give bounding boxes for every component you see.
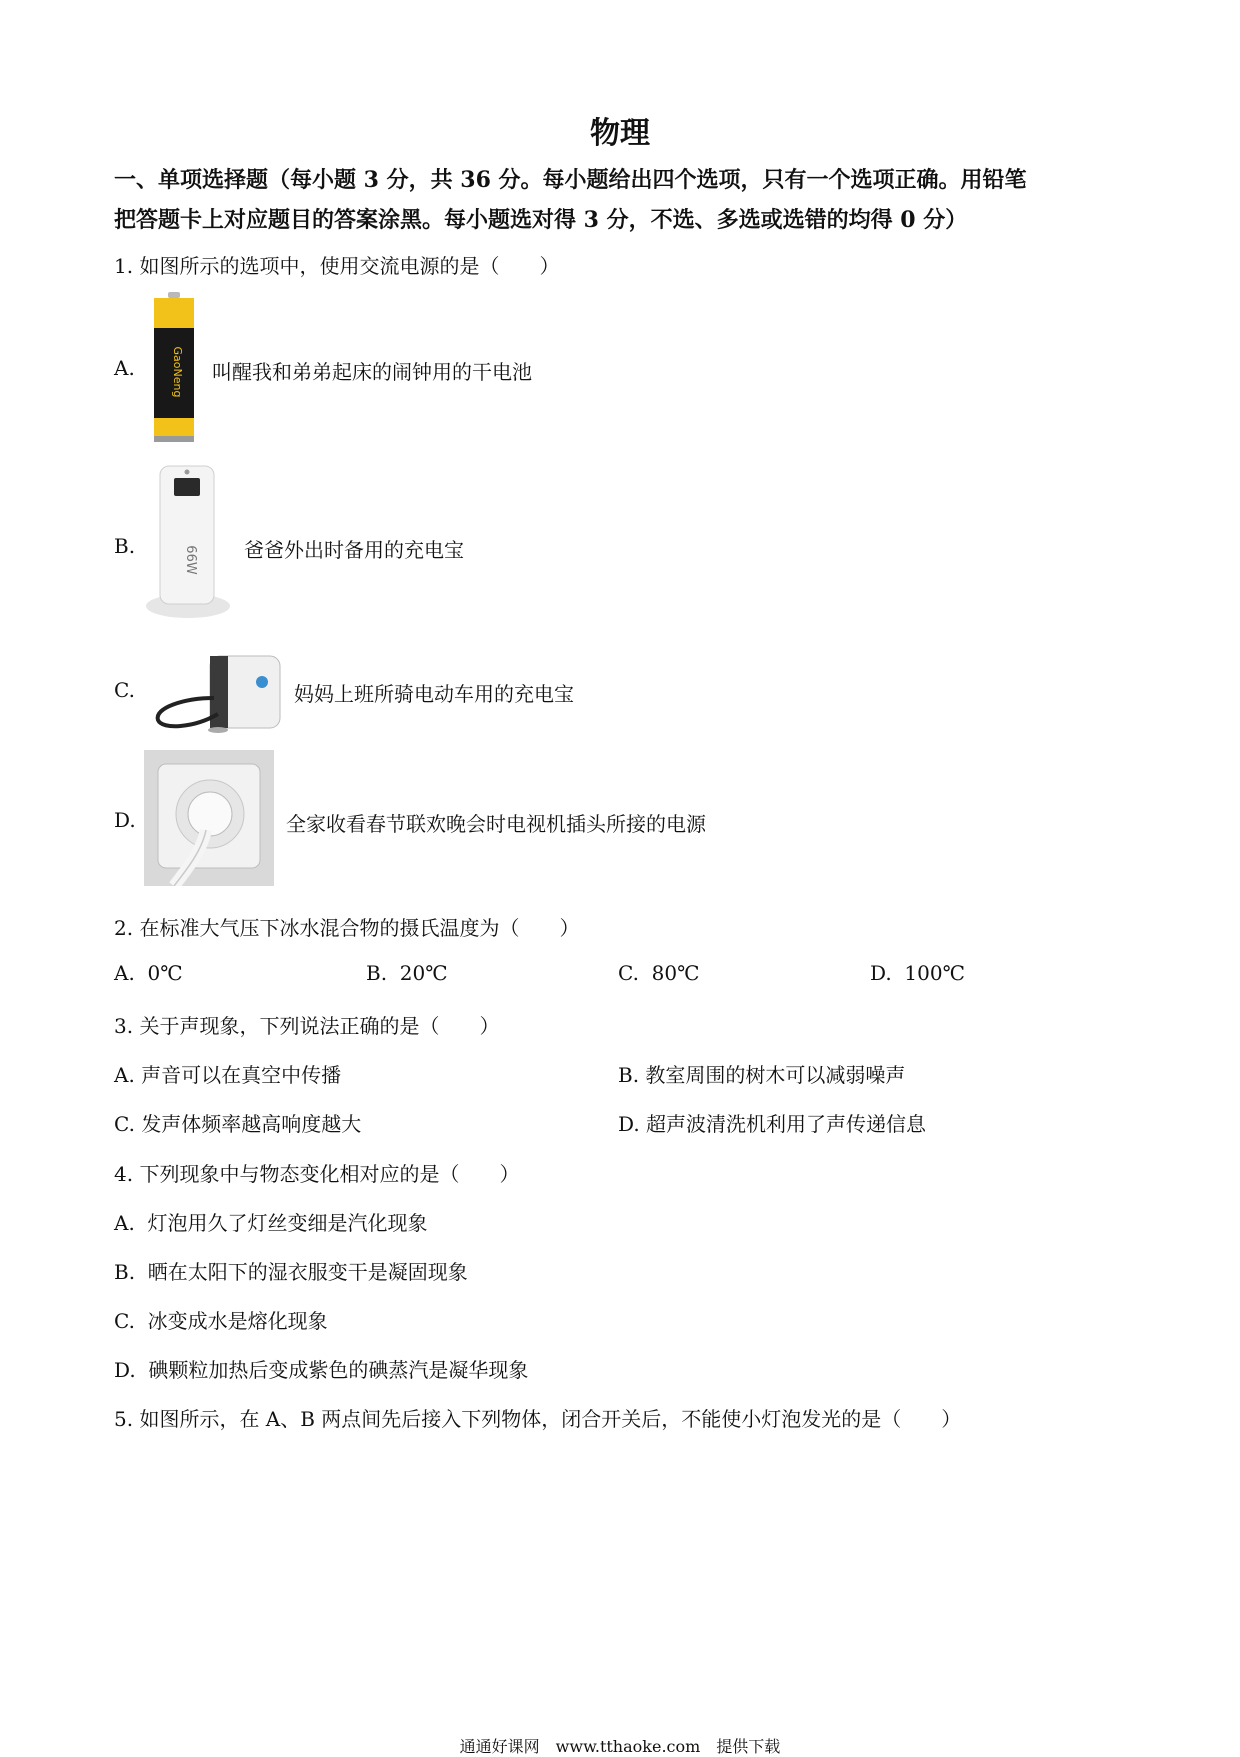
ebike-charger-image [144, 648, 284, 736]
q2-option-b-letter: B. [366, 961, 388, 985]
question-5-stem: 5. 如图所示，在 A、B 两点间先后接入下列物体，闭合开关后，不能使小灯泡发光的是（ ） [114, 1407, 962, 1431]
q4-option-a-text: 灯泡用久了灯丝变细是汽化现象 [147, 1211, 428, 1235]
battery-brand-text: GaoNeng [171, 346, 184, 398]
q1-option-a-letter: A. [114, 356, 135, 380]
q4-option-b-text: 晒在太阳下的湿衣服变干是凝固现象 [147, 1260, 468, 1284]
wall-socket-plug-image [144, 750, 274, 886]
question-2-stem: 2. 在标准大气压下冰水混合物的摄氏温度为（ ） [114, 916, 580, 940]
section-heading-line2: 把答题卡上对应题目的答案涂黑。每小题选对得 3 分，不选、多选或选错的均得 0 分） [114, 207, 968, 233]
q3-option-c [114, 1108, 361, 1137]
q4-option-d-letter: D. [114, 1358, 136, 1382]
q1-option-d-text: 全家收看春节联欢晚会时电视机插头所接的电源 [286, 812, 706, 836]
q4-option-d [114, 1354, 528, 1383]
q4-option-c-letter: C. [114, 1309, 135, 1333]
aa-battery-image [150, 292, 198, 444]
q1-option-b-text: 爸爸外出时备用的充电宝 [244, 538, 464, 562]
q3-option-a-text: 声音可以在真空中传播 [141, 1063, 342, 1087]
q3-option-d-text: 超声波清洗机利用了声传递信息 [646, 1112, 927, 1136]
q2-option-d [870, 961, 965, 985]
q2-option-b [366, 961, 448, 985]
q3-option-b-letter: B. [618, 1063, 640, 1087]
q2-option-a [114, 961, 183, 985]
q4-option-a [114, 1207, 428, 1236]
footer-source: 通通好课网 www.tthaoke.com 提供下载 [459, 1737, 781, 1756]
q3-option-d [618, 1108, 926, 1137]
question-3-stem: 3. 关于声现象，下列说法正确的是（ ） [114, 1014, 500, 1038]
power-bank-label: 66W [183, 545, 198, 575]
section-heading-line1: 一、单项选择题（每小题 3 分，共 36 分。每小题给出四个选项，只有一个选项正确。用铅笔 [114, 167, 1027, 193]
q2-option-a-text: 0℃ [147, 961, 183, 985]
q4-option-c [114, 1305, 328, 1334]
q2-option-d-letter: D. [870, 961, 892, 985]
power-bank-image [144, 460, 232, 618]
q1-option-d-letter: D. [114, 808, 136, 832]
q1-option-c-text: 妈妈上班所骑电动车用的充电宝 [294, 682, 574, 706]
q3-option-b-text: 教室周围的树木可以减弱噪声 [645, 1063, 906, 1087]
q2-option-a-letter: A. [114, 961, 135, 985]
q3-option-a-letter: A. [114, 1063, 135, 1087]
q1-option-c-letter: C. [114, 678, 135, 702]
q4-option-b [114, 1256, 468, 1285]
q4-option-d-text: 碘颗粒加热后变成紫色的碘蒸汽是凝华现象 [148, 1358, 529, 1382]
q4-option-a-letter: A. [114, 1211, 135, 1235]
q2-option-b-text: 20℃ [399, 961, 448, 985]
q2-option-d-text: 100℃ [904, 961, 965, 985]
q1-option-b-letter: B. [114, 534, 136, 558]
q3-option-b [618, 1059, 905, 1088]
q1-option-a-text: 叫醒我和弟弟起床的闹钟用的干电池 [212, 360, 532, 384]
page-title: 物理 [590, 116, 650, 151]
q2-option-c-letter: C. [618, 961, 639, 985]
q3-option-c-text: 发声体频率越高响度越大 [141, 1112, 362, 1136]
q4-option-b-letter: B. [114, 1260, 136, 1284]
q3-option-d-letter: D. [618, 1112, 640, 1136]
q2-option-c-text: 80℃ [651, 961, 700, 985]
question-4-stem: 4. 下列现象中与物态变化相对应的是（ ） [114, 1162, 520, 1186]
q3-option-c-letter: C. [114, 1112, 135, 1136]
q2-option-c [618, 961, 700, 985]
q3-option-a [114, 1059, 341, 1088]
q4-option-c-text: 冰变成水是熔化现象 [147, 1309, 328, 1333]
question-1-stem: 1. 如图所示的选项中，使用交流电源的是（ ） [114, 254, 560, 278]
